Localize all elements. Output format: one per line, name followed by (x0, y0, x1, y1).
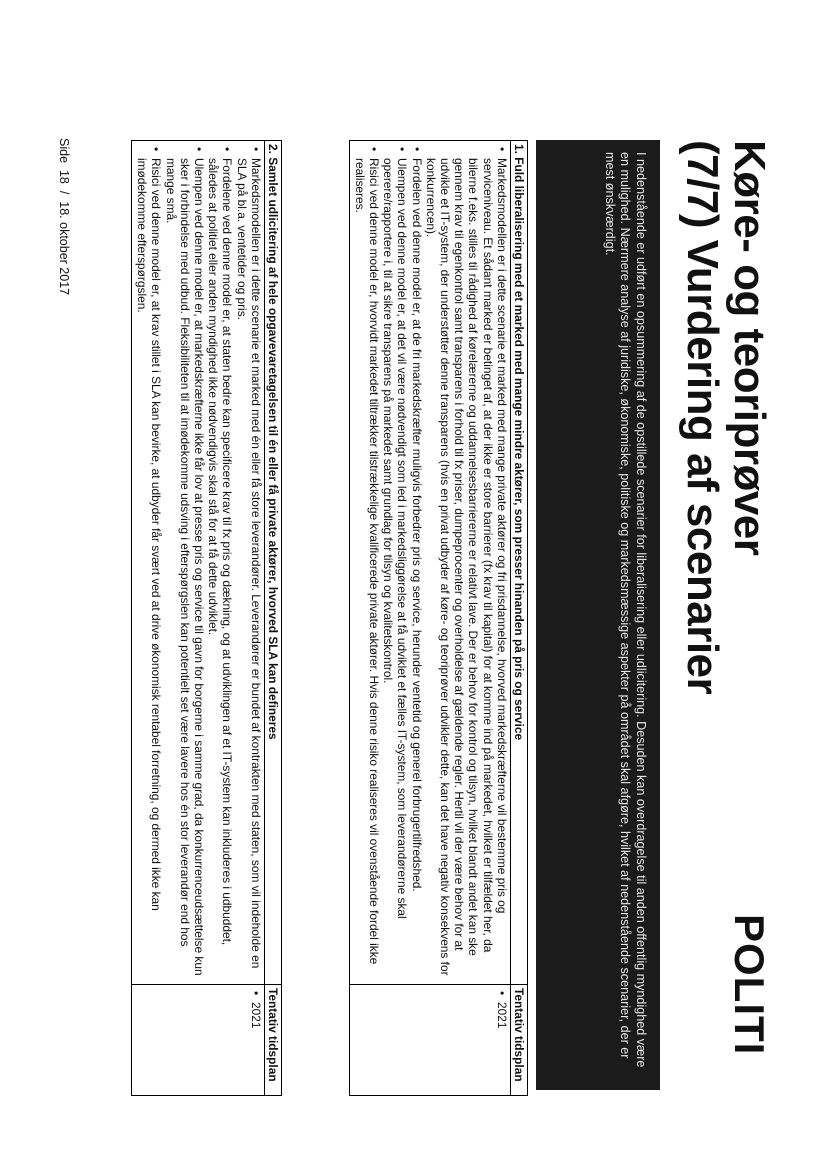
timeline-cell (131, 985, 264, 1096)
bullet-item: • Markedsmodellen er i dette scenarie et marked med én eller få store leverandører. Leverandører er bundet af kontrakten med staten, som vil indeholde en SLA på bl.a. ventetider og pris. (234, 158, 262, 981)
timeline-item: • 2021 (495, 1002, 509, 1092)
timeline-list (495, 988, 509, 1092)
bullet-item: • Risici ved denne model er, at krav stillet i SLA kan bevirke, at udbyder får svært ved at drive økonomisk rentabel forretning, og dermed ikke kan imødekomme efterspørgslen. (135, 158, 163, 981)
bullet-item: • Fordelen ved denne model er, at de fri markedskræfter muligvis forbedrer pris og service, herunder ventetid og generel forbrugertilfredshed. (409, 158, 423, 981)
timeline-header: Tentativ tidsplan (510, 985, 527, 1096)
timeline-cell (349, 985, 510, 1096)
politi-logo: POLITI (726, 914, 773, 1056)
scenario-heading: 1. Fuld liberalisering med et marked med mange mindre aktører, som presser hinanden på pris og service (510, 141, 527, 985)
bullet-list (135, 144, 263, 981)
scenario-heading: 2. Samlet udlicitering af hele opgavevaretagelsen til én eller få private aktører, hvorved SLA kan defineres (264, 141, 281, 985)
page-footer (57, 138, 71, 295)
title-line-1: Køre- og teoriprøver (725, 140, 774, 556)
title-line-2: (7/7) Vurdering af scenarier (678, 140, 727, 695)
scenario-body (349, 141, 510, 985)
bullet-item: • Markedsmodellen er i dette scenarie et marked med mange private aktører og fri prisdannelse, hvorved markedskræfterne vil bestemme pris og serviceniveau. Et sådant marked er betinget af, at der ikke er store barrierer (fx krav til kapital) for at komme ind på markedet, hvilket er tilfældet her, da bilerne f.eks. stilles til rådighed af kørelærerne og uddannelsesbarriererne er relativt lave. Der er behov for kontrol og tilsyn, hvilket blandt andet kan ske gennem krav til egenkontrol samt transparens i forhold til fx priser, dumpeprocenter og overholdelse af gældende regler. Hertil vil der være behov for at udvikle et IT-system, der understøtter denne transparens (hvis en privat udbyder af køre- og teoriprøver udvikler dette, kan det have negativ konsekvens for konkurrencen). (424, 158, 509, 981)
intro-box: I nedenstående er udført en opsummering af de opstillede scenarier for liberalisering eller udlicitering. Desuden kan overdragelse til anden offentlig myndighed være en mulighed. Nærmere analyse af juridiske, økonomiske, politiske og markedsmæssige aspekter på området skal afgøre, hvilket af nedenstående scenarier, der er mest ønskværdigt. (536, 140, 660, 1090)
timeline-list (249, 988, 263, 1092)
bullet-item: • Ulempen ved denne model er, at det vil være nødvendigt som led i markedsliggørelse at få udviklet et fælles IT-system, som leverandørerne skal operere/rapportere i, til at sikre transparens på markedet samt grundlag for tilsyn og kvalitetskontrol. (381, 158, 409, 981)
page-number: 18 (57, 169, 71, 184)
timeline-header: Tentativ tidsplan (264, 985, 281, 1096)
bullet-list (353, 144, 509, 981)
footer-separator: / (57, 190, 71, 195)
bullet-item: • Ulempen ved denne model er, at markedskræfterne ikke får lov at presse pris og service til gavn for borgerne i samme grad, da konkurrenceudsættelse kun sker i forbindelse med udbud. Fleksibiliteten til at imødekomme udsving i efterspørgslen kan potentielt set være lavere hos én stor leverandør end hos mange små. (163, 158, 206, 981)
footer-date: 18. oktober 2017 (57, 201, 71, 296)
page-title (679, 140, 773, 694)
bullet-item: • Risici ved denne model er, hvorvidt markedet tiltrækker tilstrækkelige kvalificerede private aktører. Hvis denne risiko realiseres vil ovenstående fordel ikke realiseres. (353, 158, 381, 981)
bullet-item: • Fordelene ved denne model er, at staten bedre kan specificere krav til fx pris og dækning, og at udviklingen af et IT-system kan inkluderes i udbuddet, således at politiet eller anden myndighed ikke nødvendigvis skal stå for at få dette udviklet. (206, 158, 234, 981)
scenario-body (131, 141, 264, 985)
scenario-table-2 (131, 140, 282, 1096)
scenario-table-1 (349, 140, 528, 1096)
page-label: Side (57, 138, 71, 164)
timeline-item: • 2021 (249, 1002, 263, 1092)
